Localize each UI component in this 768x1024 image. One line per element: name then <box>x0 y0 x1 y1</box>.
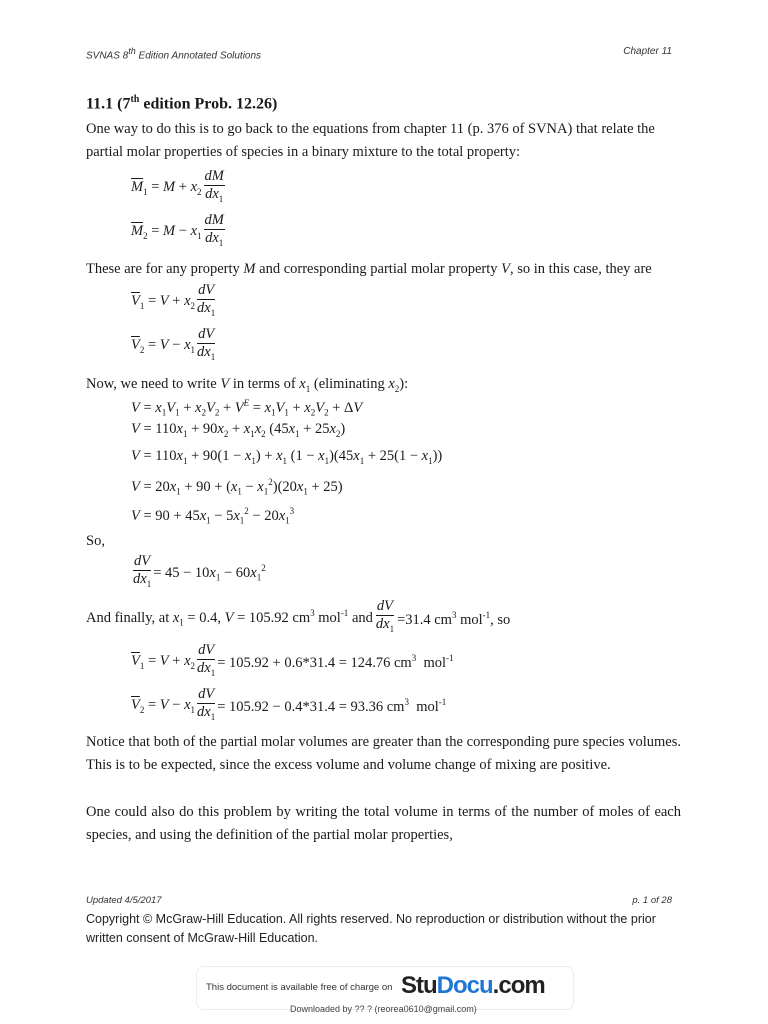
studocu-free-text: This document is available free of charge on <box>206 982 393 993</box>
header-chapter: Chapter 11 <box>623 46 672 57</box>
so-paragraph: So, <box>86 533 105 549</box>
downloaded-by-text: Downloaded by ?? ? (reorea0610@gmail.com) <box>290 1004 477 1014</box>
equation-step-1: $V = x_1V_1 + x_2V_2 + V^E = x_1V_1 + x_2V_2 + \Delta V$ <box>131 398 363 418</box>
equation-derivative: $\frac{dV}{dx_1}$ = $45 - 10x_1 - 60x_1^2$ <box>133 553 266 589</box>
footer-updated: Updated 4/5/2017 <box>86 895 162 906</box>
footer-page-number: p. 1 of 28 <box>632 895 672 906</box>
one-could-paragraph: One could also do this problem by writing the total volume in terms of the number of moles of each species, and using the definition of the partial molar properties, <box>86 804 681 843</box>
and-finally-paragraph: And finally, at $x_1 = 0.4$, V = 105.92 $cm^3$ mol$^{-1}$ and $\frac{dV}{dx_1}$ =31.4 $cm^3$ mol$^{-1}$, so <box>86 598 511 634</box>
now-paragraph: Now, we need to write V in terms of $x_1$ (eliminating $x_2$): <box>86 376 409 394</box>
equation-m1: $\overline{M}_1 = M + x_2$ $\frac{dM}{dx_1}$ <box>131 168 224 204</box>
header-left: SVNAS 8th Edition Annotated Solutions <box>86 46 262 62</box>
these-are-paragraph: These are for any property M and corresponding partial molar property V, so in this case, they are <box>86 261 652 277</box>
equation-result-v1: $\overline{V}_1 = V + x_2$ $\frac{dV}{dx_1}$ = 105.92 + 0.6*31.4 = 124.76 $cm^3$ mol$^{-1}$ <box>131 642 454 678</box>
equation-step-3: $V = 110x_1 + 90(1 - x_1) + x_1$ $(1 - x_1)(45x_1 + 25(1 - x_1))$ <box>131 448 443 466</box>
studocu-logo[interactable]: StuDocu.com <box>401 972 545 999</box>
equation-step-2: $V = 110x_1 + 90x_2 + x_1x_2$ $(45x_1 + 25x_2)$ <box>131 421 346 439</box>
problem-title: 11.1 (7th edition Prob. 12.26) <box>86 94 278 113</box>
equation-step-4: $V = 20x_1 + 90 + (x_1 - x_1^2)(20x_1 + 25)$ <box>131 477 343 497</box>
equation-result-v2: $\overline{V}_2 = V - x_1$ $\frac{dV}{dx_1}$ = 105.92 − 0.4*31.4 = 93.36 $cm^3$ mol$^{-1}$ <box>131 686 447 722</box>
equation-v2: $\overline{V}_2 = V - x_1$ $\frac{dV}{dx_1}$ <box>131 326 216 362</box>
equation-step-5: $V = 90 + 45x_1 - 5x_1^2 - 20x_1^3$ <box>131 506 295 526</box>
equation-m2: $\overline{M}_2 = M - x_1$ $\frac{dM}{dx_1}$ <box>131 212 224 248</box>
notice-paragraph: Notice that both of the partial molar volumes are greater than the corresponding pure species volumes. This is to be expected, since the excess volume and volume change of mixing are positive. <box>86 734 681 773</box>
equation-v1: $\overline{V}_1 = V + x_2$ $\frac{dV}{dx_1}$ <box>131 282 216 318</box>
intro-paragraph: One way to do this is to go back to the equations from chapter 11 (p. 376 of SVNA) that relate the partial molar properties of species in a binary mixture to the total property: <box>86 121 655 160</box>
copyright-notice: Copyright © McGraw-Hill Education. All rights reserved. No reproduction or distribution without the prior written consent of McGraw-Hill Education. <box>86 912 656 945</box>
